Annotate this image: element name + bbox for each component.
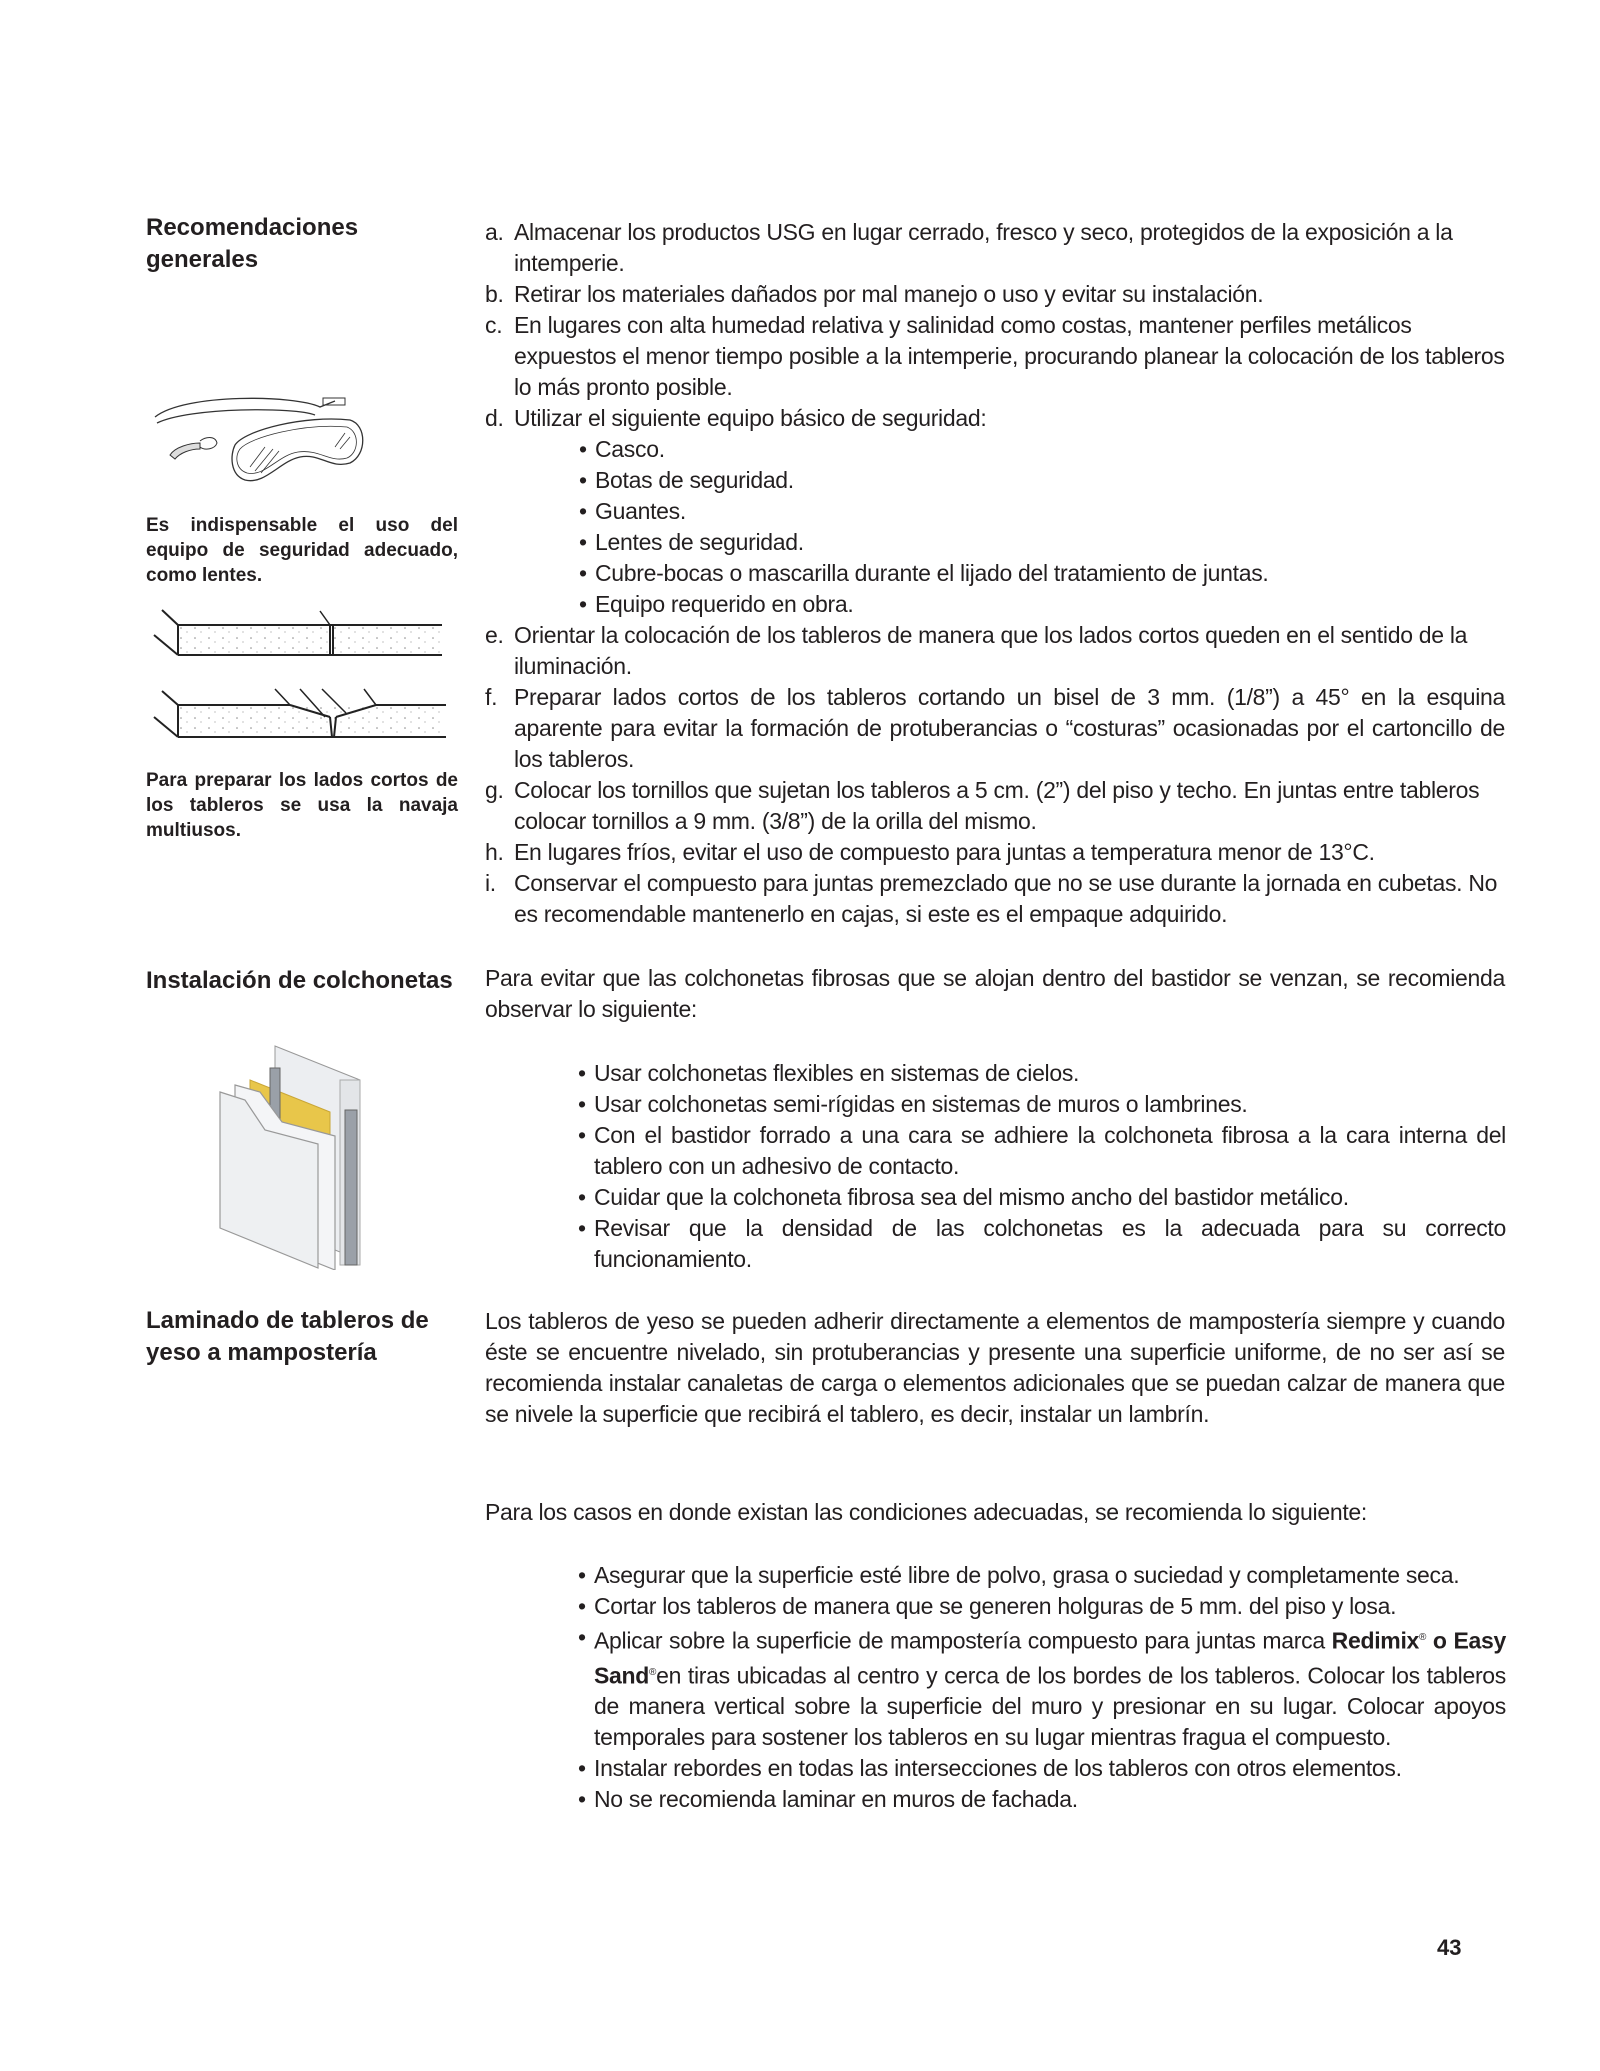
- item-label: h.: [485, 839, 504, 865]
- list-item: • Guantes.: [579, 496, 1505, 527]
- item-text: Colocar los tornillos que sujetan los tableros a 5 cm. (2”) del piso y techo. En juntas entre tableros colocar tornillos a 9 mm. (3/8”) de la orilla del mismo.: [514, 777, 1480, 834]
- list-item-h: [485, 837, 1505, 868]
- item-label: b.: [485, 281, 504, 307]
- bullet-text: Instalar rebordes en todas las intersecciones de los tableros con otros elementos.: [594, 1755, 1402, 1782]
- list-item-g: [485, 775, 1505, 837]
- list-item: • Equipo requerido en obra.: [579, 589, 1505, 620]
- item-text: Conservar el compuesto para juntas premezclado que no se use durante la jornada en cubetas. No es recomendable mantenerlo en cajas, si este es el empaque adquirido.: [514, 870, 1498, 927]
- list-item-f: [485, 682, 1505, 775]
- lamination-bullet-list: [578, 1560, 1506, 1815]
- bullet-text: Con el bastidor forrado a una cara se adhiere la colchoneta fibrosa a la cara interna del tablero con un adhesivo de contacto.: [594, 1122, 1506, 1179]
- lamination-paragraph-1: Los tableros de yeso se pueden adherir directamente a elementos de mampostería siempre y cuando éste se encuentre nivelado, sin protuberancias y presente una superficie uniforme, de no ser así se recomienda instalar canaletas de carga o elementos adicionales que se puedan calzar de manera que se nivele la superficie que recibirá el tablero, es decir, instalar un lambrín.: [485, 1308, 1505, 1427]
- list-item-brand: • Aplicar sobre la superficie de mampostería compuesto para juntas marca Redimix® o Easy Sand®en tiras ubicadas al centro y cerca de los bordes de los tableros. Colocar los tableros de manera vertical sobre la superficie del muro y presionar en su lugar. Colocar apoyos temporales para sostener los tableros en su lugar mientras fragua el compuesto.: [578, 1622, 1506, 1753]
- bullet-text: Asegurar que la superficie esté libre de polvo, grasa o suciedad y completamente seca.: [594, 1562, 1460, 1588]
- bullet-text: Cortar los tableros de manera que se generen holguras de 5 mm. del piso y losa.: [594, 1593, 1397, 1619]
- list-item-a: [485, 217, 1505, 279]
- item-label: e.: [485, 622, 504, 648]
- item-text: Almacenar los productos USG en lugar cerrado, fresco y seco, protegidos de la exposición a la intemperie.: [514, 219, 1453, 276]
- list-item: • No se recomienda laminar en muros de fachada.: [578, 1784, 1506, 1815]
- insulation-bullet-list: [578, 1058, 1506, 1275]
- bullet-text: Usar colchonetas flexibles en sistemas de cielos.: [594, 1060, 1080, 1086]
- list-item: • Usar colchonetas flexibles en sistemas de cielos.: [578, 1058, 1506, 1089]
- bullet-text: Equipo requerido en obra.: [595, 591, 854, 617]
- list-item-b: [485, 279, 1505, 310]
- brand-redimix: Redimix: [1331, 1627, 1420, 1654]
- board-bevel-illustration: [150, 605, 450, 745]
- item-label: g.: [485, 777, 504, 803]
- list-item: • Con el bastidor forrado a una cara se adhiere la colchoneta fibrosa a la cara interna del tablero con un adhesivo de contacto.: [578, 1120, 1506, 1182]
- safety-goggles-illustration: [145, 385, 370, 485]
- heading-general-recommendations: Recomendaciones generales: [146, 214, 359, 273]
- bullet-text: No se recomienda laminar en muros de fachada.: [594, 1786, 1078, 1813]
- bullet-text: Lentes de seguridad.: [595, 529, 804, 555]
- list-item: • Revisar que la densidad de las colchonetas es la adecuada para su correcto funcionamiento.: [578, 1213, 1506, 1275]
- registered-mark: ®: [1419, 1632, 1427, 1643]
- list-item-d: [485, 403, 1505, 434]
- item-label: i.: [485, 870, 496, 896]
- list-item: • Cortar los tableros de manera que se generen holguras de 5 mm. del piso y losa.: [578, 1591, 1506, 1622]
- bullet-text-before: Aplicar sobre la superficie de mampostería compuesto para juntas marca: [594, 1627, 1332, 1654]
- list-item: • Botas de seguridad.: [579, 465, 1505, 496]
- item-text: Retirar los materiales dañados por mal manejo o uso y evitar su instalación.: [514, 281, 1264, 307]
- list-item-c: [485, 310, 1505, 403]
- caption-bevel-knife: Para preparar los lados cortos de los tableros se usa la navaja multiusos.: [146, 770, 458, 841]
- list-item-i: [485, 868, 1505, 930]
- insulation-intro: Para evitar que las colchonetas fibrosas que se alojan dentro del bastidor se venzan, se recomienda observar lo siguiente:: [485, 965, 1505, 1022]
- item-text: Orientar la colocación de los tableros de manera que los lados cortos queden en el sentido de la iluminación.: [514, 622, 1468, 679]
- brand-easy-sand: Easy Sand: [594, 1627, 1507, 1689]
- item-label: f.: [485, 684, 498, 710]
- brand-connector: o: [1426, 1627, 1454, 1654]
- list-item: • Cuidar que la colchoneta fibrosa sea del mismo ancho del bastidor metálico.: [578, 1182, 1506, 1213]
- item-label: d.: [485, 405, 504, 431]
- lamination-paragraph-2: Para los casos en donde existan las condiciones adecuadas, se recomienda lo siguiente:: [485, 1499, 1367, 1525]
- list-item: • Lentes de seguridad.: [579, 527, 1505, 558]
- caption-safety-goggles: Es indispensable el uso del equipo de seguridad adecuado, como lentes.: [146, 515, 458, 586]
- list-item-e: [485, 620, 1505, 682]
- item-label: c.: [485, 312, 503, 338]
- list-item: • Usar colchonetas semi-rígidas en sistemas de muros o lambrines.: [578, 1089, 1506, 1120]
- list-item: • Casco.: [579, 434, 1505, 465]
- registered-mark: ®: [649, 1666, 657, 1678]
- general-recommendations-list: [485, 217, 1505, 930]
- item-text: En lugares con alta humedad relativa y salinidad como costas, mantener perfiles metálicos expuestos el menor tiempo posible a la intemperie, procurando planear la colocación de los tableros lo más pronto posible.: [514, 312, 1505, 400]
- item-text: Utilizar el siguiente equipo básico de seguridad:: [514, 405, 987, 431]
- bullet-text: Guantes.: [595, 498, 686, 524]
- page-number: 43: [1437, 1935, 1462, 1960]
- bullet-text: Cubre-bocas o mascarilla durante el lijado del tratamiento de juntas.: [595, 560, 1269, 586]
- bullet-text: Cuidar que la colchoneta fibrosa sea del mismo ancho del bastidor metálico.: [594, 1184, 1349, 1210]
- heading-board-lamination: Laminado de tableros de yeso a mampostería: [146, 1307, 429, 1366]
- bullet-text: Botas de seguridad.: [595, 467, 794, 493]
- item-text: En lugares fríos, evitar el uso de compuesto para juntas a temperatura menor de 13°C.: [514, 839, 1375, 865]
- bullet-text: Revisar que la densidad de las colchonetas es la adecuada para su correcto funcionamiento.: [594, 1215, 1506, 1272]
- safety-equipment-list: [579, 434, 1505, 620]
- heading-insulation-installation: Instalación de colchonetas: [146, 967, 453, 994]
- bullet-text-after: en tiras ubicadas al centro y cerca de los bordes de los tableros. Colocar los tableros de manera vertical sobre la superficie del muro y presionar en su lugar. Colocar apoyos temporales para sostener los tableros en su lugar mientras fragua el compuesto.: [594, 1662, 1506, 1751]
- bullet-text: Usar colchonetas semi-rígidas en sistemas de muros o lambrines.: [594, 1091, 1248, 1117]
- item-text: Preparar lados cortos de los tableros cortando un bisel de 3 mm. (1/8”) a 45° en la esquina aparente para evitar la formación de protuberancias o “costuras” ocasionadas por el cartoncillo de los tableros.: [514, 684, 1505, 772]
- item-label: a.: [485, 219, 504, 245]
- bullet-text: [594, 1622, 1506, 1753]
- list-item: • Cubre-bocas o mascarilla durante el lijado del tratamiento de juntas.: [579, 558, 1505, 589]
- list-item: • Asegurar que la superficie esté libre de polvo, grasa o suciedad y completamente seca.: [578, 1560, 1506, 1591]
- bullet-text: Casco.: [595, 436, 665, 462]
- insulated-wall-illustration: [210, 1040, 410, 1270]
- list-item: • Instalar rebordes en todas las intersecciones de los tableros con otros elementos.: [578, 1753, 1506, 1784]
